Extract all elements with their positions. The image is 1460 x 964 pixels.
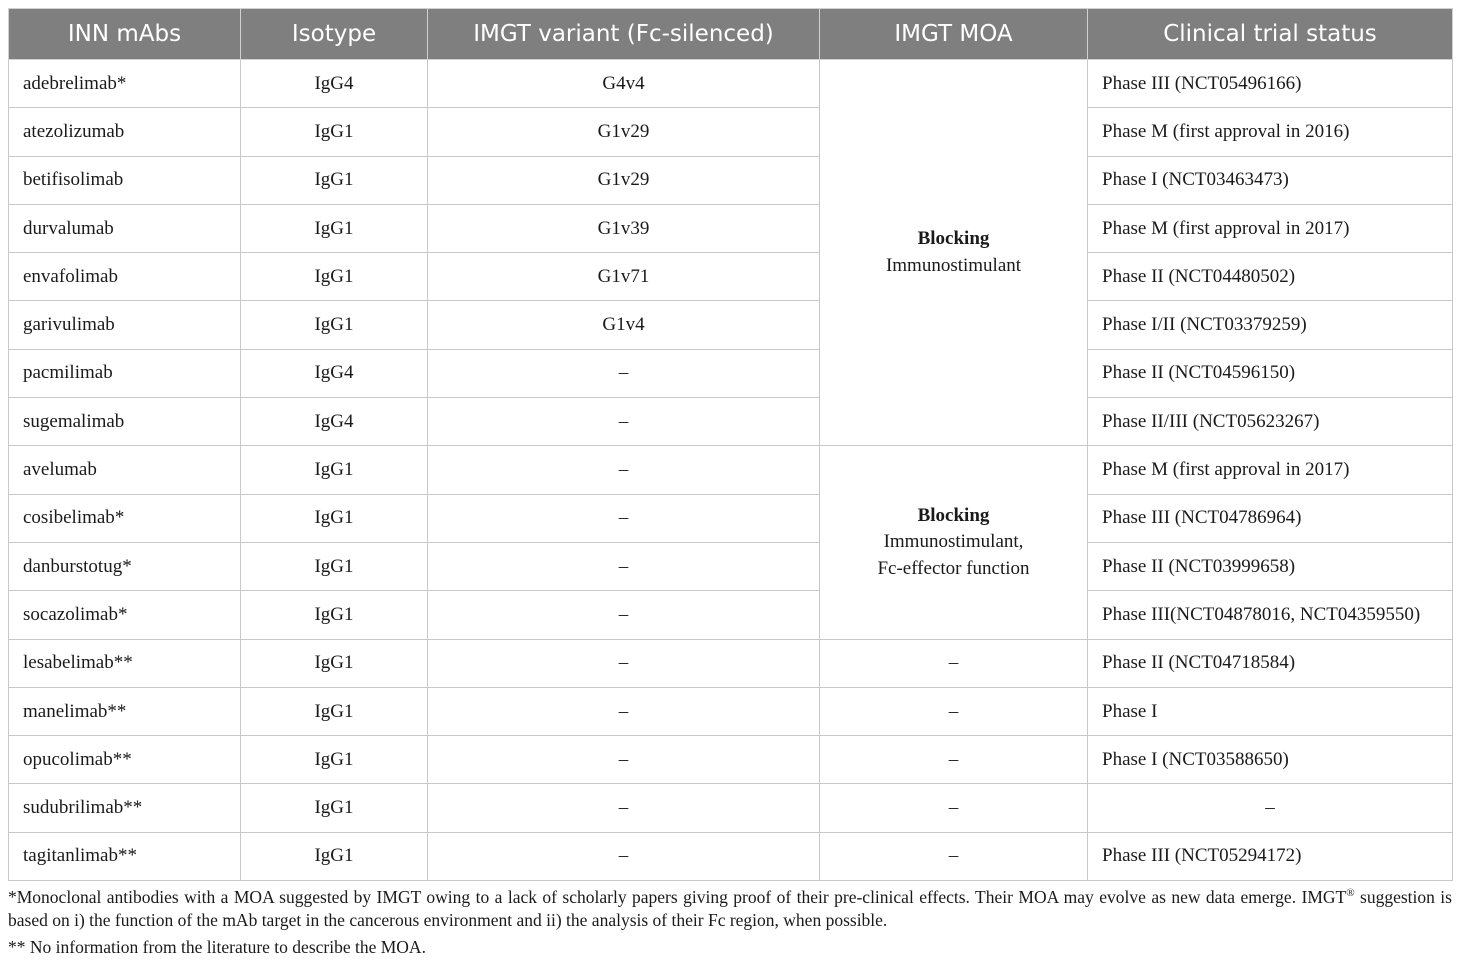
status-cell: Phase III (NCT05294172): [1088, 832, 1453, 880]
variant-cell: –: [428, 398, 820, 446]
header-imgt-variant: IMGT variant (Fc-silenced): [428, 9, 820, 60]
status-cell: Phase I (NCT03463473): [1088, 156, 1453, 204]
mab-name: pacmilimab: [9, 349, 241, 397]
mab-name: sudubrilimab**: [9, 784, 241, 832]
footnote-double-asterisk: ** No information from the literature to describe the MOA.: [8, 937, 426, 957]
isotype-cell: IgG1: [241, 784, 428, 832]
variant-cell: G1v29: [428, 108, 820, 156]
table-row: [9, 832, 1453, 880]
variant-cell: –: [428, 542, 820, 590]
moa-group-blocking-fc-effector: [820, 446, 1088, 639]
moa-cell: –: [820, 736, 1088, 784]
mab-name: avelumab: [9, 446, 241, 494]
status-cell: Phase I: [1088, 687, 1453, 735]
table-row: [9, 446, 1453, 494]
variant-cell: –: [428, 832, 820, 880]
variant-cell: G1v39: [428, 204, 820, 252]
isotype-cell: IgG1: [241, 639, 428, 687]
moa-cell: –: [820, 832, 1088, 880]
mab-name: betifisolimab: [9, 156, 241, 204]
status-cell: –: [1088, 784, 1453, 832]
status-cell: Phase M (first approval in 2017): [1088, 204, 1453, 252]
table-row: [9, 542, 1453, 590]
moa-line: Immunostimulant,: [883, 531, 1024, 553]
variant-cell: G1v71: [428, 253, 820, 301]
moa-cell: –: [820, 784, 1088, 832]
header-imgt-moa: IMGT MOA: [820, 9, 1088, 60]
isotype-cell: IgG1: [241, 494, 428, 542]
mab-name: opucolimab**: [9, 736, 241, 784]
variant-cell: –: [428, 639, 820, 687]
header-inn-mabs: INN mAbs: [9, 9, 241, 60]
moa-group-blocking-immunostimulant: [820, 60, 1088, 446]
isotype-cell: IgG1: [241, 446, 428, 494]
variant-cell: –: [428, 687, 820, 735]
variant-cell: G4v4: [428, 60, 820, 108]
status-cell: Phase II (NCT04480502): [1088, 253, 1453, 301]
mab-name: sugemalimab: [9, 398, 241, 446]
variant-cell: –: [428, 736, 820, 784]
header-isotype: Isotype: [241, 9, 428, 60]
mab-name: envafolimab: [9, 253, 241, 301]
isotype-cell: IgG4: [241, 398, 428, 446]
table-row: [9, 349, 1453, 397]
table-row: [9, 60, 1453, 108]
table-row: [9, 591, 1453, 639]
mab-name: adebrelimab*: [9, 60, 241, 108]
moa-title: Blocking: [917, 228, 990, 250]
mab-name: socazolimab*: [9, 591, 241, 639]
variant-cell: –: [428, 446, 820, 494]
isotype-cell: IgG1: [241, 591, 428, 639]
isotype-cell: IgG1: [241, 156, 428, 204]
table-row: [9, 398, 1453, 446]
status-cell: Phase II (NCT04718584): [1088, 639, 1453, 687]
variant-cell: G1v4: [428, 301, 820, 349]
isotype-cell: IgG1: [241, 542, 428, 590]
variant-cell: G1v29: [428, 156, 820, 204]
moa-cell: –: [820, 687, 1088, 735]
table-row: [9, 687, 1453, 735]
status-cell: Phase II (NCT04596150): [1088, 349, 1453, 397]
mab-name: cosibelimab*: [9, 494, 241, 542]
isotype-cell: IgG1: [241, 204, 428, 252]
moa-cell: –: [820, 639, 1088, 687]
variant-cell: –: [428, 349, 820, 397]
mab-name: lesabelimab**: [9, 639, 241, 687]
mab-name: atezolizumab: [9, 108, 241, 156]
header-row: [9, 9, 1453, 60]
mab-name: durvalumab: [9, 204, 241, 252]
status-cell: Phase III (NCT04786964): [1088, 494, 1453, 542]
variant-cell: –: [428, 591, 820, 639]
isotype-cell: IgG1: [241, 832, 428, 880]
status-cell: Phase M (first approval in 2017): [1088, 446, 1453, 494]
isotype-cell: IgG1: [241, 253, 428, 301]
header-clinical-trial-status: Clinical trial status: [1088, 9, 1453, 60]
table-row: [9, 204, 1453, 252]
status-cell: Phase I/II (NCT03379259): [1088, 301, 1453, 349]
status-cell: Phase I (NCT03588650): [1088, 736, 1453, 784]
footnote-single-asterisk: *Monoclonal antibodies with a MOA suggested by IMGT owing to a lack of scholarly papers giving proof of their pre-clinical effects. Their MOA may evolve as new data emerge. IMGT® suggestion is based on i) the function of the mAb target in the cancerous environment and ii) the analysis of their Fc region, when possible.: [8, 887, 1452, 930]
isotype-cell: IgG1: [241, 301, 428, 349]
status-cell: Phase II/III (NCT05623267): [1088, 398, 1453, 446]
isotype-cell: IgG4: [241, 60, 428, 108]
mab-name: tagitanlimab**: [9, 832, 241, 880]
table-row: [9, 108, 1453, 156]
status-cell: Phase II (NCT03999658): [1088, 542, 1453, 590]
mab-name: garivulimab: [9, 301, 241, 349]
registered-mark: ®: [1346, 887, 1355, 900]
table-row: [9, 301, 1453, 349]
antibody-table: [8, 8, 1453, 881]
status-cell: Phase M (first approval in 2016): [1088, 108, 1453, 156]
moa-line: Immunostimulant: [885, 254, 1022, 276]
table-row: [9, 253, 1453, 301]
mab-name: danburstotug*: [9, 542, 241, 590]
isotype-cell: IgG1: [241, 687, 428, 735]
table-row: [9, 736, 1453, 784]
table-row: [9, 494, 1453, 542]
status-cell: Phase III(NCT04878016, NCT04359550): [1088, 591, 1453, 639]
isotype-cell: IgG1: [241, 108, 428, 156]
table-row: [9, 156, 1453, 204]
isotype-cell: IgG1: [241, 736, 428, 784]
table-row: [9, 784, 1453, 832]
variant-cell: –: [428, 784, 820, 832]
table-row: [9, 639, 1453, 687]
moa-title: Blocking: [917, 504, 990, 526]
status-cell: Phase III (NCT05496166): [1088, 60, 1453, 108]
mab-name: manelimab**: [9, 687, 241, 735]
variant-cell: –: [428, 494, 820, 542]
moa-line: Fc-effector function: [877, 557, 1030, 579]
isotype-cell: IgG4: [241, 349, 428, 397]
